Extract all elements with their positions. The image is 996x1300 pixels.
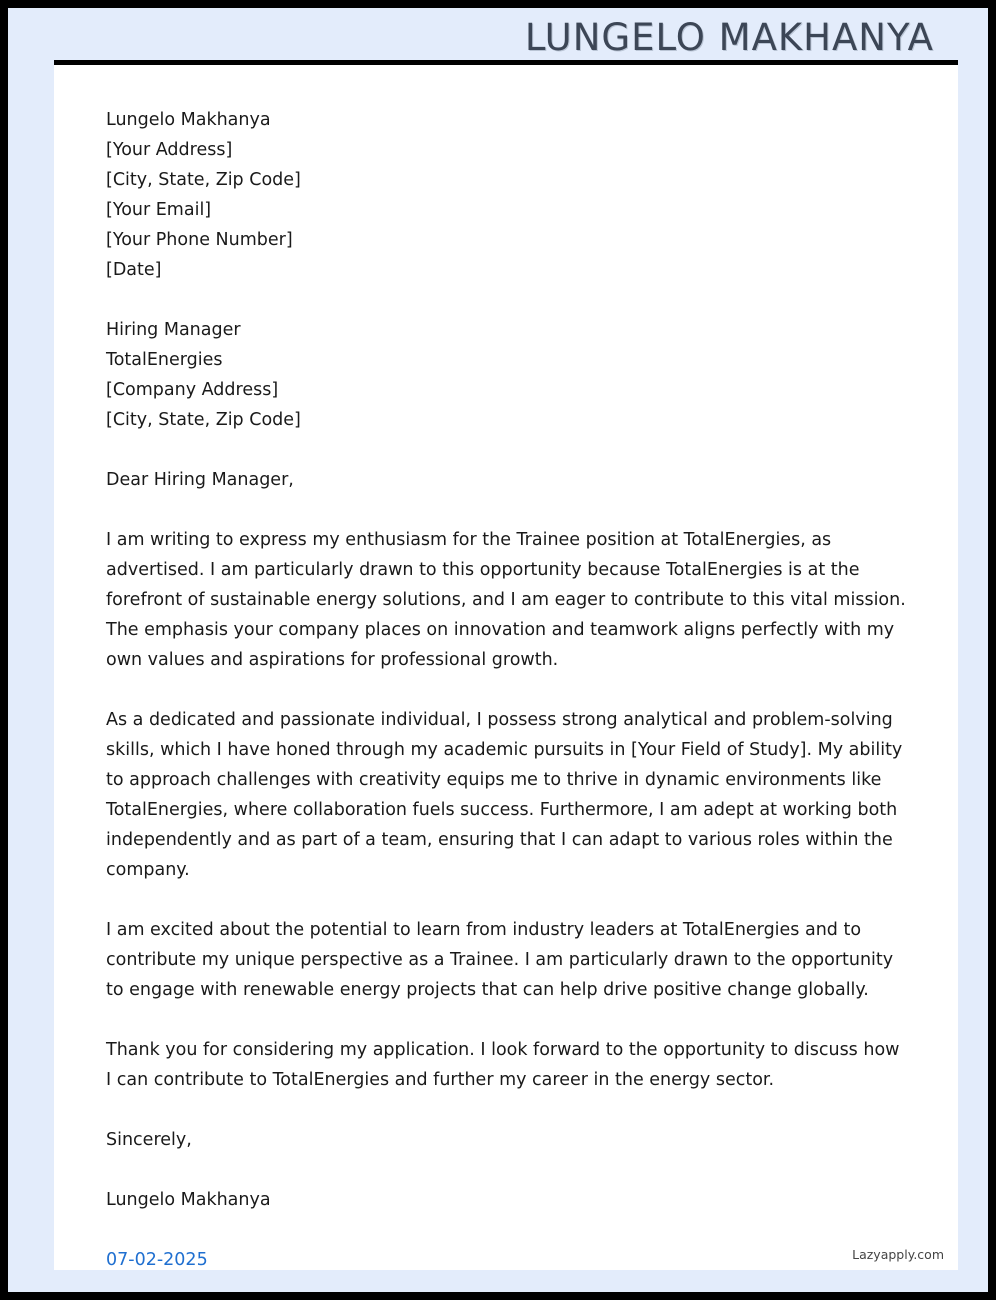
signature-block [106,1185,908,1215]
recipient-line: [Company Address] [106,380,279,400]
salutation-line: Dear Hiring Manager, [106,470,294,490]
closing [106,1125,908,1155]
sender-line: [City, State, Zip Code] [106,170,301,190]
signature-name: Lungelo Makhanya [106,1190,271,1210]
sender-line: [Your Phone Number] [106,230,293,250]
paragraph-text: I am writing to express my enthusiasm for the Trainee position at TotalEnergies, as advertised. I am particularly drawn to this opportunity because TotalEnergies is at the forefront of sustainable energy solutions, and I am eager to contribute to this vital mission. The emphasis your company places on innovation and teamwork aligns perfectly with my own values and aspirations for professional growth. [106,530,912,670]
paragraph-text: As a dedicated and passionate individual, I possess strong analytical and problem-solving skills, which I have honed through my academic pursuits in [Your Field of Study]. My ability to approach challenges with creativity equips me to thrive in dynamic environments like TotalEnergies, where collaboration fuels success. Furthermore, I am adept at working both independently and as part of a team, ensuring that I can adapt to various roles within the company. [106,710,908,880]
salutation [106,465,908,495]
page-title: LUNGELO MAKHANYA [524,15,934,59]
letter-paragraph [106,1035,908,1095]
recipient-address-block [106,315,908,435]
closing-line: Sincerely, [106,1130,192,1150]
recipient-line: TotalEnergies [106,350,223,370]
date-block [106,1245,908,1270]
letter-paragraph [106,705,908,885]
letter-paragraph [106,915,908,1005]
letter-date: 07-02-2025 [106,1250,208,1270]
recipient-line: Hiring Manager [106,320,241,340]
recipient-line: [City, State, Zip Code] [106,410,301,430]
letter-paragraph [106,525,912,675]
document-header [16,16,980,58]
letter-sheet [54,60,958,1270]
letter-body [54,65,958,1270]
sender-address-block [106,105,908,285]
footer-brand: Lazyapply.com [852,1247,944,1262]
sender-line: [Your Email] [106,200,212,220]
sender-line: Lungelo Makhanya [106,110,271,130]
sender-line: [Date] [106,260,162,280]
paragraph-text: I am excited about the potential to learn from industry leaders at TotalEnergies and to contribute my unique perspective as a Trainee. I am particularly drawn to the opportunity to engage with renewable energy projects that can help drive positive change globally. [106,920,899,1000]
sender-line: [Your Address] [106,140,233,160]
paragraph-text: Thank you for considering my application. I look forward to the opportunity to discuss how I can contribute to TotalEnergies and further my career in the energy sector. [106,1040,906,1090]
